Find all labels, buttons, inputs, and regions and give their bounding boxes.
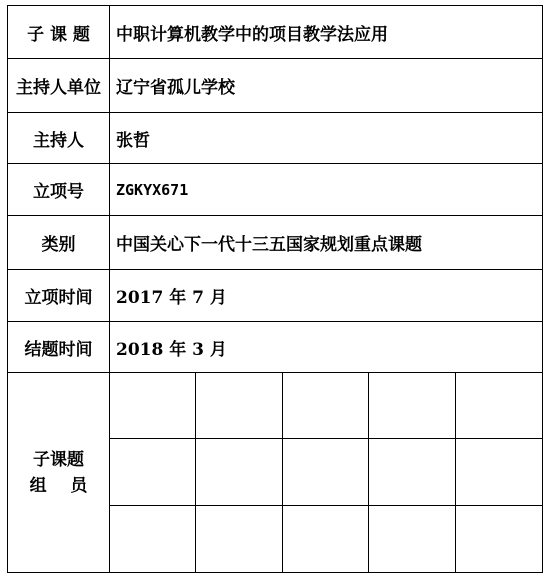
host-unit-label: 主持人单位 [8,59,110,112]
member-cell [456,439,542,505]
end-date-value: 2018 年 3 月 [116,339,227,360]
member-cell [369,439,455,505]
subject-label: 子 课 题 [8,6,110,58]
project-number-label: 立项号 [8,164,110,215]
member-cell [283,439,369,505]
member-cell [196,373,282,439]
host-value: 张哲 [116,130,150,151]
member-cell [283,506,369,572]
member-cell [110,373,196,439]
start-date-value: 2017 年 7 月 [116,288,227,308]
member-cell [456,506,542,572]
project-info-form [7,5,543,573]
members-label [8,373,110,572]
host-unit-value: 辽宁省孤儿学校 [116,78,235,98]
start-date-label: 立项时间 [8,270,110,321]
member-cell [456,373,542,439]
row-host-unit [8,59,542,113]
category-value: 中国关心下一代十三五国家规划重点课题 [116,235,422,255]
row-members [8,373,542,572]
member-cell [369,373,455,439]
host-label: 主持人 [8,113,110,163]
members-grid [110,373,542,572]
end-date-label: 结题时间 [8,322,110,372]
member-cell [196,506,282,572]
member-cell [110,506,196,572]
project-number-value: ZGKYX671 [116,180,189,199]
member-cell [283,373,369,439]
member-cell [369,506,455,572]
row-project-number [8,164,542,216]
row-category [8,216,542,270]
subject-value: 中职计算机教学中的项目教学法应用 [116,24,388,45]
members-label-line1: 子课题 [33,449,84,470]
row-end-date [8,322,542,373]
row-start-date [8,270,542,322]
member-cell [110,439,196,505]
row-subject [8,6,542,59]
category-label: 类别 [8,216,110,269]
member-cell [196,439,282,505]
row-host [8,113,542,164]
members-label-line2: 组 员 [29,475,88,496]
